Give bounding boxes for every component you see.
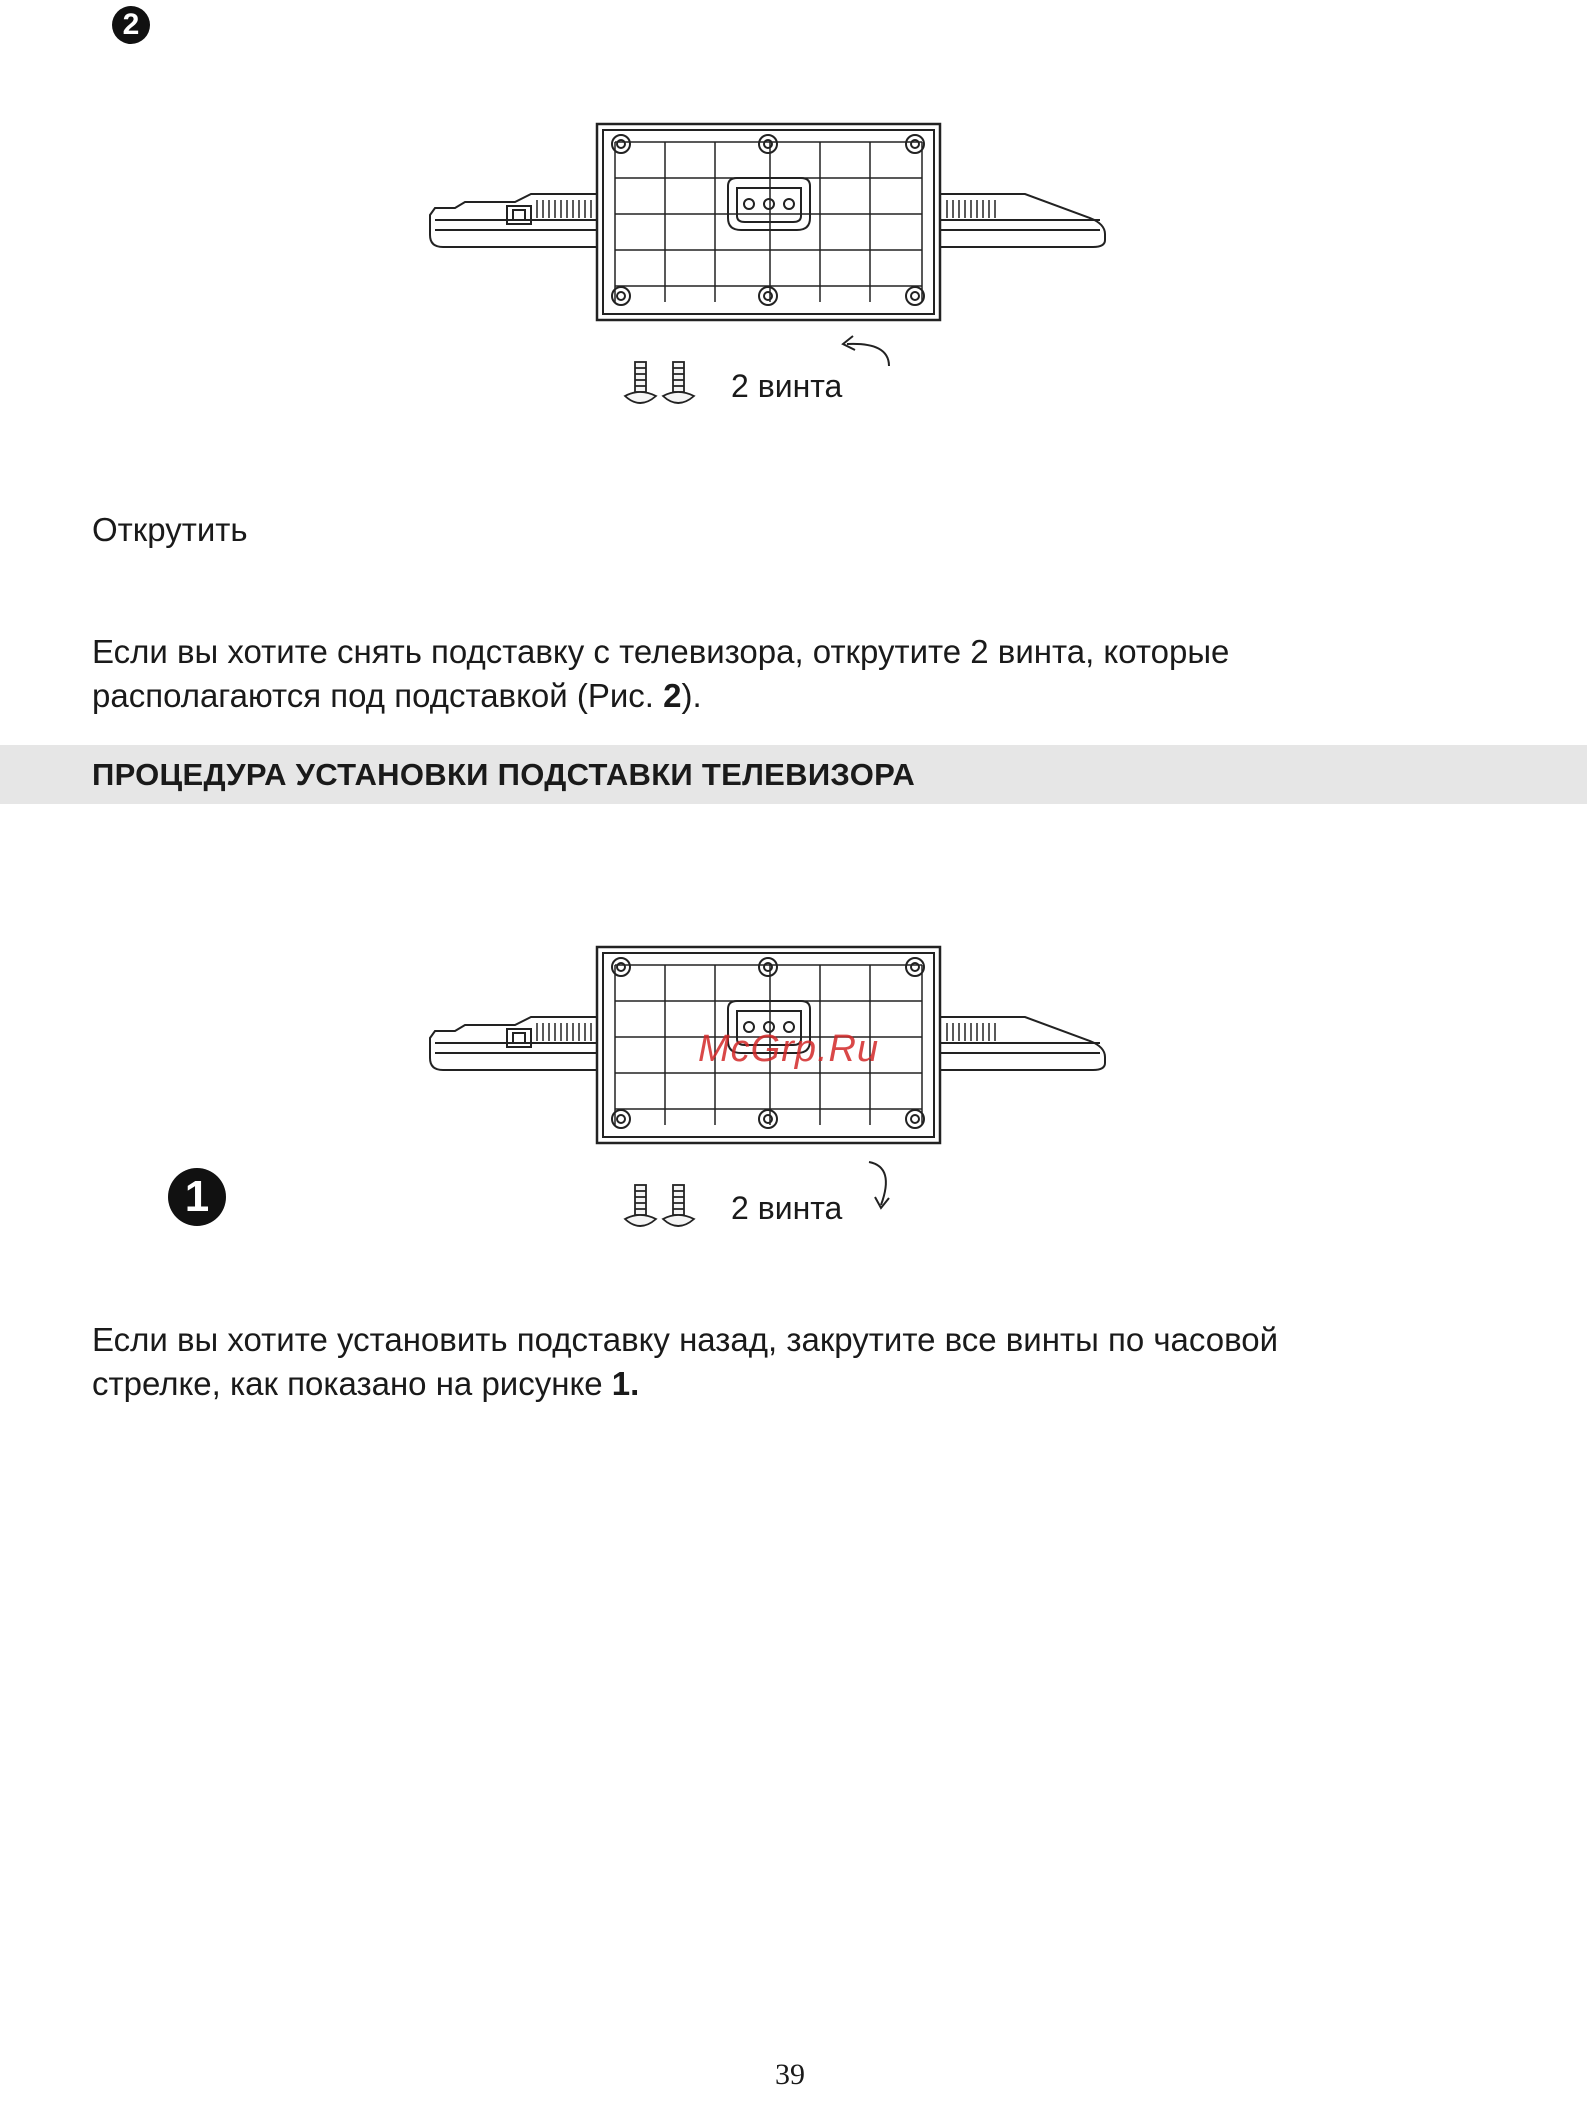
- section-title: ПРОЦЕДУРА УСТАНОВКИ ПОДСТАВКИ ТЕЛЕВИЗОРА: [92, 757, 916, 792]
- counterclockwise-arrow-icon: [843, 336, 889, 366]
- step-1-badge: [168, 1168, 226, 1226]
- remove-stand-paragraph: [92, 630, 1532, 718]
- install-paragraph-line-1: Если вы хотите установить подставку назад, закрутите все винты по часовой: [92, 1321, 1279, 1358]
- step-2-badge: [112, 6, 150, 44]
- screws-caption-top: 2 винта: [731, 368, 843, 404]
- remove-paragraph-line-1: Если вы хотите снять подставку с телевизора, открутите 2 винта, которые: [92, 633, 1230, 670]
- step-2-badge-number: 2: [122, 8, 140, 41]
- mounting-holes: [612, 135, 924, 305]
- page-number: 39: [775, 2058, 805, 2091]
- install-paragraph-line-2: стрелке, как показано на рисунке 1.: [92, 1365, 640, 1402]
- screws-icon: [625, 1185, 694, 1226]
- watermark: McGrp.Ru: [698, 1028, 880, 1070]
- remove-paragraph-line-2: располагаются под подставкой (Рис. 2).: [92, 677, 702, 714]
- tv-port: [507, 206, 531, 224]
- screws-caption-bottom: 2 винта: [731, 1190, 843, 1226]
- figure-ref-2: 2: [663, 677, 682, 714]
- figure-ref-1: 1.: [611, 1365, 640, 1402]
- screws-icon: [625, 362, 694, 403]
- clockwise-arrow-icon: [869, 1162, 889, 1208]
- install-stand-paragraph: [92, 1318, 1552, 1406]
- step-1-badge-number: 1: [184, 1172, 210, 1221]
- unscrew-label: Открутить: [92, 511, 248, 548]
